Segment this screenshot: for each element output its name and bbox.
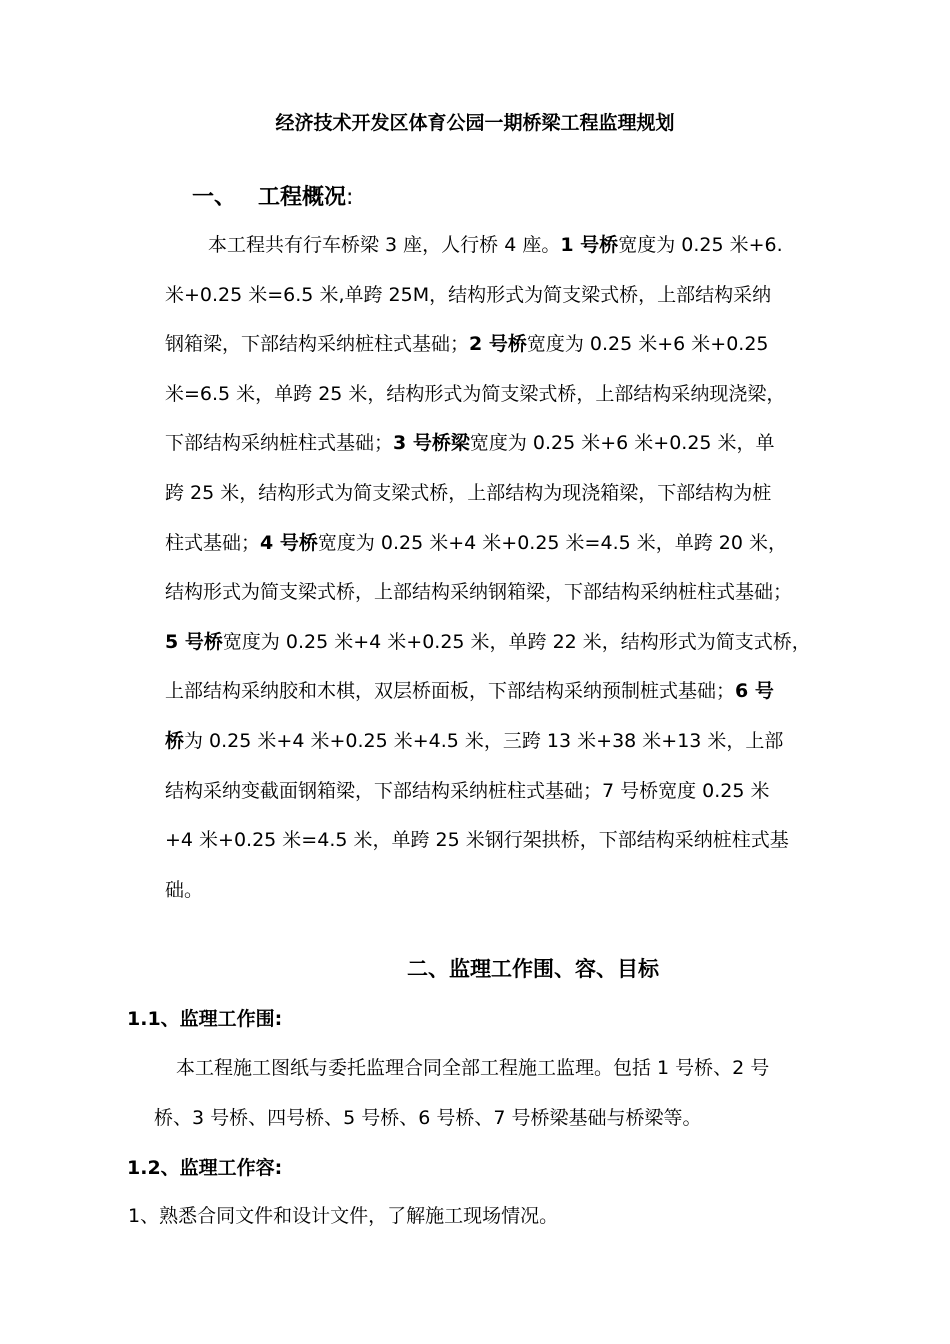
document-title: 经济技术开发区体育公园一期桥梁工程监理规划 <box>275 112 675 134</box>
bridge-label: 5 号桥 <box>165 630 223 653</box>
line-text: 为 0.25 米+4 米+0.25 米+4.5 米，三跨 13 米+38 米+13 米，上部 <box>184 730 784 752</box>
section1-line <box>165 282 771 308</box>
section1-line <box>165 728 783 754</box>
line-text: 宽度为 0.25 米+4 米+0.25 米=4.5 米，单跨 20 米， <box>317 531 787 554</box>
line-text: 钢箱梁，下部结构采纳桩柱式基础； <box>165 333 470 356</box>
line-text: 下部结构采纳桩柱式基础； <box>165 432 394 455</box>
subsection-1-1-line-1: 本工程施工图纸与委托监理合同全部工程施工监理。包括 1 号桥、2 号 <box>176 1057 770 1079</box>
section1-line <box>165 629 811 655</box>
section1-line <box>165 430 775 456</box>
line-text: +4 米+0.25 米=4.5 米，单跨 25 米钢行架拱桥，下部结构采纳桩柱式基 <box>165 829 789 852</box>
line-text: 跨 25 米，结构形式为简支梁式桥，上部结构为现浇箱梁，下部结构为桩 <box>165 482 772 504</box>
line-text: 米+0.25 米=6.5 米,单跨 25M，结构形式为简支梁式桥，上部结构采纳 <box>165 283 772 306</box>
section1-line <box>165 579 792 605</box>
line-text: 宽度为 0.25 米+6 米+0.25 <box>526 333 769 356</box>
section1-line <box>165 778 770 804</box>
bridge-label: 2 号桥 <box>469 333 527 356</box>
section2-heading: 二、监理工作围、容、目标 <box>407 957 659 981</box>
section1-line <box>165 678 774 704</box>
line-text: 上部结构采纳胶和木棋，双层桥面板，下部结构采纳预制桩式基础； <box>165 680 736 703</box>
line-text: 础。 <box>165 878 204 901</box>
section1-number: 一、 <box>192 185 237 210</box>
section1-heading <box>192 180 353 211</box>
section1-line <box>165 827 789 853</box>
section1-line <box>165 530 787 556</box>
section1-line <box>208 232 783 258</box>
line-text: 结构采纳变截面钢箱梁，下部结构采纳桩柱式基础；7 号桥宽度 0.25 米 <box>165 779 770 802</box>
section1-line <box>165 480 771 506</box>
section1-line <box>165 381 785 407</box>
section1-line <box>165 331 769 357</box>
line-text: 柱式基础； <box>165 531 261 554</box>
line-text: 结构形式为简支梁式桥，上部结构采纳钢箱梁，下部结构采纳桩柱式基础； <box>165 581 793 604</box>
bridge-label: 桥 <box>165 730 185 752</box>
line-text: 本工程共有行车桥梁 3 座，人行桥 4 座。 <box>208 234 561 256</box>
bridge-label: 6 号 <box>735 680 774 703</box>
subsection-1-1-line-2: 桥、3 号桥、四号桥、5 号桥、6 号桥、7 号桥梁基础与桥梁等。 <box>154 1107 702 1129</box>
bridge-label: 3 号桥梁 <box>393 432 470 455</box>
line-text: 宽度为 0.25 米+6. <box>618 234 783 256</box>
section1-title: 工程概况 <box>258 185 347 210</box>
section1-colon: : <box>346 185 354 210</box>
bridge-label: 1 号桥 <box>560 234 619 256</box>
line-text: 米=6.5 米，单跨 25 米，结构形式为简支梁式桥，上部结构采纳现浇梁， <box>165 382 786 405</box>
line-text: 宽度为 0.25 米+4 米+0.25 米，单跨 22 米，结构形式为简支式桥， <box>222 630 811 653</box>
subsection-1-1-heading: 1.1、监理工作围: <box>127 1008 283 1030</box>
bridge-label: 4 号桥 <box>260 531 318 554</box>
subsection-1-2-line-1: 1、熟悉合同文件和设计文件，了解施工现场情况。 <box>128 1205 559 1227</box>
subsection-1-2-heading: 1.2、监理工作容: <box>127 1157 283 1179</box>
section1-line <box>165 877 203 903</box>
line-text: 宽度为 0.25 米+6 米+0.25 米，单 <box>469 432 775 455</box>
